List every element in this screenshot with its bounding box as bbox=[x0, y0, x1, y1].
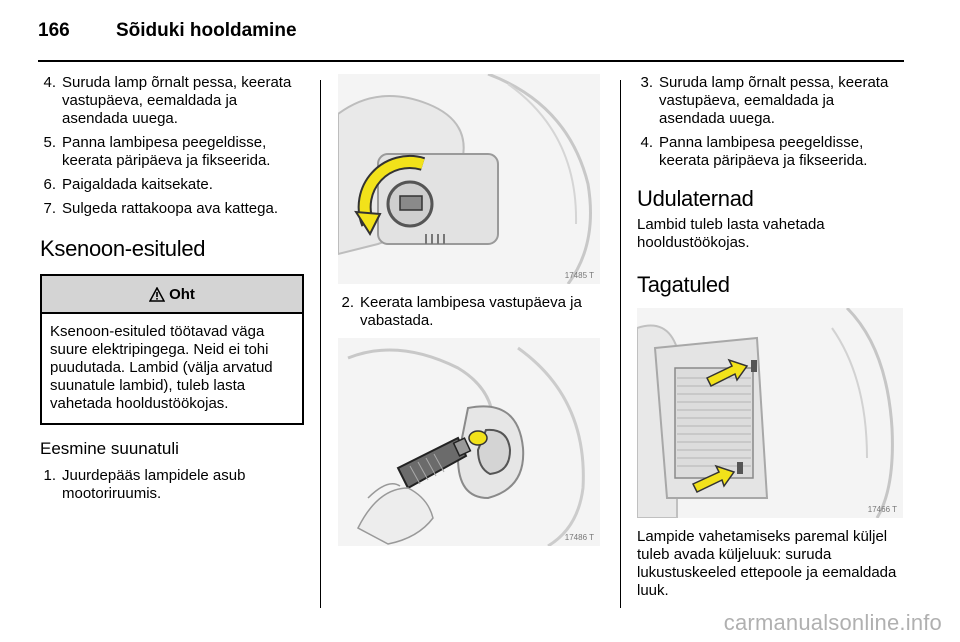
list-item: 5. Panna lambipesa peegeldisse, keerata päripäeva ja fikseerida. bbox=[43, 134, 271, 169]
section-heading-xenon: Ksenoon-esituled bbox=[40, 236, 206, 261]
list-item: 1. Juurdepääs lampidele asub mootoriruumis. bbox=[43, 467, 246, 502]
step-list bbox=[338, 294, 606, 330]
column-left bbox=[40, 74, 304, 509]
list-item: 4. Panna lambipesa peegeldisse, keerata päripäeva ja fikseerida. bbox=[640, 134, 868, 169]
list-item: 6. Paigaldada kaitsekate. bbox=[43, 176, 213, 193]
illustration-rotate-socket bbox=[338, 74, 600, 284]
figure-rear-panel bbox=[637, 308, 903, 518]
list-item: 3. Suruda lamp õrnalt pessa, keerata vastupäeva, eemaldada ja asendada uuega. bbox=[640, 74, 889, 127]
figure-lamp-removal bbox=[338, 338, 600, 546]
list-item: 7. Sulgeda rattakoopa ava kattega. bbox=[43, 200, 278, 217]
fog-lights-text: Lambid tuleb lasta vahetada hooldustöökojas. bbox=[637, 216, 825, 251]
list-item: 4. Suruda lamp õrnalt pessa, keerata vastupäeva, eemaldada ja asendada uuega. bbox=[43, 74, 292, 127]
illustration-remove-lamp bbox=[338, 338, 600, 546]
page-number: 166 bbox=[38, 20, 70, 41]
column-divider-left bbox=[320, 80, 321, 608]
figure-lamp-socket-rotate bbox=[338, 74, 600, 284]
section-heading-rear-lights: Tagatuled bbox=[637, 272, 730, 297]
warning-title: Oht bbox=[169, 285, 195, 303]
warning-header bbox=[42, 276, 302, 314]
page-title: Sõiduki hooldamine bbox=[116, 20, 297, 41]
step-list bbox=[637, 74, 903, 170]
figure-code: 17466 T bbox=[867, 505, 897, 514]
page-header bbox=[38, 20, 297, 46]
warning-triangle-icon bbox=[149, 287, 165, 302]
column-middle bbox=[338, 74, 606, 546]
illustration-rear-panel bbox=[637, 308, 903, 518]
section-heading-fog-lights: Udulaternad bbox=[637, 186, 754, 211]
warning-box bbox=[40, 274, 304, 425]
figure-code: 17486 T bbox=[564, 533, 594, 542]
header-rule bbox=[38, 60, 904, 62]
warning-text: Ksenoon-esituled töötavad väga suure elektripingega. Neid ei tohi puudutada. Lambid (välja arvatud suunatule lambid), tuleb lasta vahetada hooldustöökojas. bbox=[50, 323, 273, 412]
subsection-heading-front-indicator: Eesmine suunatuli bbox=[40, 439, 179, 458]
step-list bbox=[40, 74, 304, 218]
figure-code: 17485 T bbox=[564, 271, 594, 280]
sub-step-list bbox=[40, 467, 304, 503]
rear-lights-text: Lampide vahetamiseks paremal küljel tuleb avada küljeluuk: suruda lukustuskeeled ettepoole ja eemaldada luuk. bbox=[637, 528, 897, 599]
watermark: carmanualsonline.info bbox=[723, 610, 942, 635]
list-item: 2. Keerata lambipesa vastupäeva ja vabastada. bbox=[341, 294, 582, 329]
column-divider-right bbox=[620, 80, 621, 608]
column-right bbox=[637, 74, 903, 600]
